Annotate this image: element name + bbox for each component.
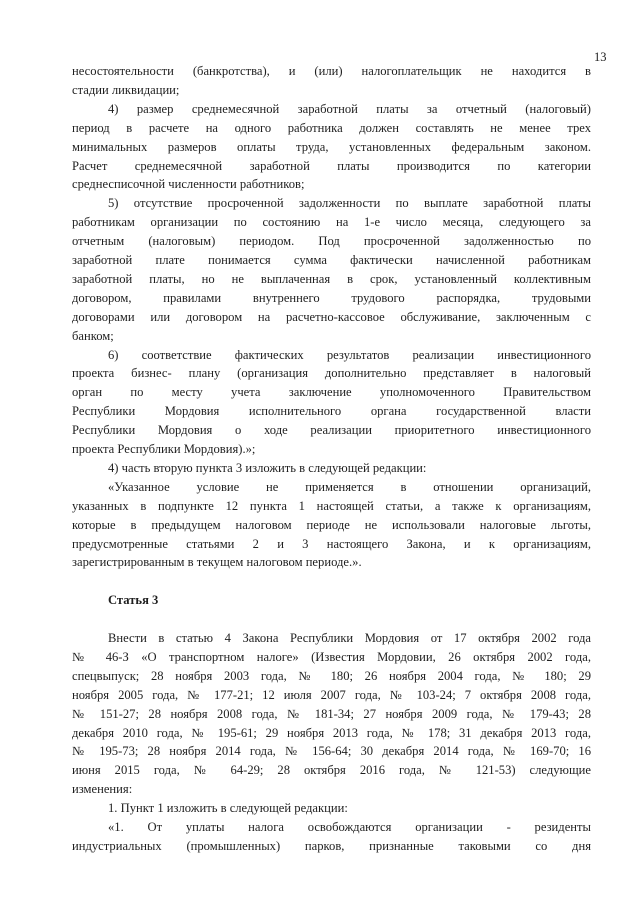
text-line: предусмотренные статьями 2 и 3 настоящего Закона, и к организациям, [72,536,591,551]
text-line: 5) отсутствие просроченной задолженности по выплате заработной платы [108,196,591,211]
text-line: Внести в статью 4 Закона Республики Мордовия от 17 октября 2002 года [108,631,591,645]
text-line: Республики Мордовия о ходе реализации приоритетного инвестиционного [72,423,591,438]
text-line: банком; [72,328,114,343]
text-line: 4) размер среднемесячной заработной платы за отчетный (налоговый) [108,101,591,116]
text-line: заработной плате понимается сумма фактически начисленной работникам [72,253,591,267]
text-line: которые в предыдущем налоговом периоде не использовали налоговые льготы, [72,517,591,532]
text-line: отчетным (налоговым) периодом. Под просроченной задолженностью по [72,234,591,249]
text-line: договором, правилами внутреннего трудового распорядка, трудовыми [72,290,591,305]
text-line: заработной платы, но не выплаченная в срок, установленный коллективным [72,271,591,286]
text-line: июня 2015 года, № 64-29; 28 октября 2016 года, № 121-53) следующие [72,763,591,778]
text-line: несостоятельности (банкротства), и (или) налогоплательщик не находится в [72,64,591,78]
section-heading: Статья 3 [108,593,159,608]
text-line: ноября 2005 года, № 177-21; 12 июля 2007 года, № 103-24; 7 октября 2008 года, [72,687,591,702]
text-line: Расчет среднемесячной заработной платы производится по категории [72,158,591,173]
text-line: «Указанное условие не применяется в отношении организаций, [108,479,591,494]
text-line: среднесписочной численности работников; [72,177,305,192]
text-line: зарегистрированным в текущем налоговом периоде.». [72,555,362,570]
text-line: работникам организации по состоянию на 1-е число месяца, следующего за [72,215,591,230]
text-line: 4) часть вторую пункта 3 изложить в следующей редакции: [108,460,427,475]
text-line: спецвыпуск; 28 ноября 2003 года, № 180; 26 ноября 2004 года, № 180; 29 [72,668,591,683]
text-line: «1. От уплаты налога освобождаются организации - резиденты [108,820,591,834]
text-line: 6) соответствие фактических результатов реализации инвестиционного [108,347,591,362]
text-line: 1. Пункт 1 изложить в следующей редакции: [108,801,348,816]
text-line: проекта бизнес- плану (организация дополнительно представляет в налоговый [72,366,591,381]
text-line: № 151-27; 28 ноября 2008 года, № 181-34; 27 ноября 2009 года, № 179-43; 28 [72,706,591,721]
text-line: № 46-З «О транспортном налоге» (Известия Мордовии, 26 октября 2002 года, [72,649,591,664]
text-line: Республики Мордовия исполнительного органа государственной власти [72,404,591,419]
text-line: изменения: [72,782,133,797]
text-line: договорами или договором на расчетно-кассовое обслуживание, заключенным с [72,309,591,324]
text-line: период в расчете на одного работника должен составлять не менее трех [72,120,591,135]
page-number: 13 [594,50,607,64]
text-line: указанных в подпункте 12 пункта 1 настоящей статьи, а также к организациям, [72,498,591,513]
text-line: минимальных размеров оплаты труда, установленных федеральным законом. [72,139,591,154]
text-line: орган по месту учета заключение уполномоченного Правительством [72,385,591,400]
text-line: проекта Республики Мордовия).»; [72,442,256,456]
text-line: декабря 2010 года, № 195-61; 29 ноября 2013 года, № 178; 31 декабря 2013 года, [72,725,591,740]
text-line: стадии ликвидации; [72,82,180,97]
text-line: индустриальных (промышленных) парков, признанные таковыми со дня [72,838,591,853]
text-line: № 195-73; 28 ноября 2014 года, № 156-64; 30 декабря 2014 года, № 169-70; 16 [72,744,591,759]
